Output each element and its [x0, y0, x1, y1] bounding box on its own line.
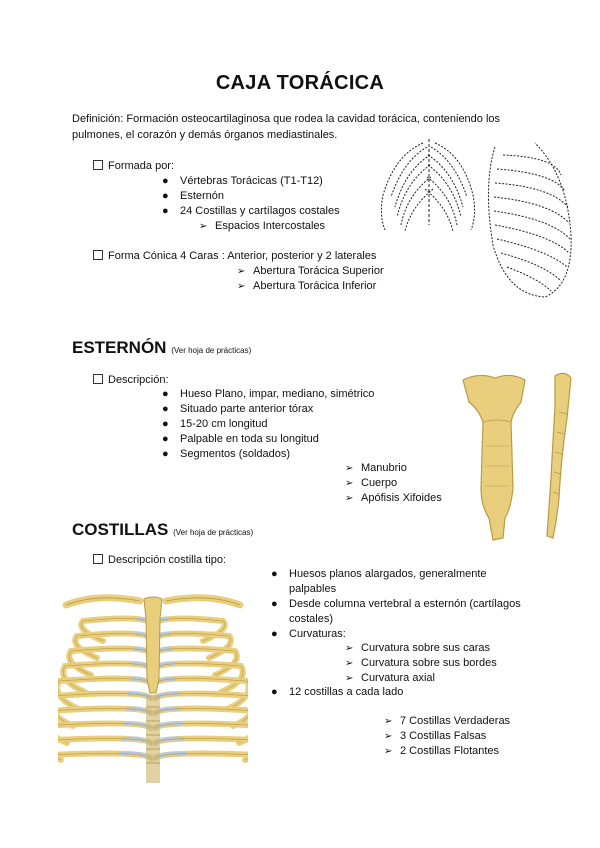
forma-item — [93, 249, 376, 264]
section-title: ESTERNÓN — [72, 338, 167, 357]
bullet-icon: ● — [271, 686, 278, 698]
bullet-icon: ● — [271, 568, 278, 580]
rib-cage-sketch-front-image — [375, 135, 580, 300]
bullet-icon: ● — [162, 205, 169, 217]
costillas-count-item — [271, 685, 403, 700]
desc-label: Descripción: — [108, 374, 169, 386]
bullet-icon: ● — [162, 418, 169, 430]
esternon-heading — [72, 338, 251, 358]
rib-outline-shape — [58, 738, 151, 777]
list-item: 3 Costillas Falsas — [400, 730, 487, 742]
rib-shape — [58, 738, 151, 777]
section-note: (Ver hoja de prácticas) — [173, 528, 254, 537]
arrow-icon: ➢ — [384, 746, 393, 757]
bullet-icon: ● — [162, 388, 169, 400]
list-item: Abertura Torácica Superior — [253, 265, 384, 277]
rib-outline-shape — [155, 753, 248, 785]
bullet-icon: ● — [162, 448, 169, 460]
arrow-icon: ➢ — [384, 716, 393, 727]
list-item: Curvatura sobre sus caras — [361, 642, 490, 654]
arrow-icon: ➢ — [345, 643, 354, 654]
sub-item — [199, 219, 325, 234]
section-title: COSTILLAS — [72, 520, 169, 539]
list-item: Desde columna vertebral a esternón (cartílagos — [289, 598, 521, 610]
costillas-desc-item — [93, 553, 226, 568]
list-item: Espacios Intercostales — [215, 220, 326, 232]
bullet-icon: ● — [271, 628, 278, 640]
rib-cage-illustration-image — [58, 575, 248, 785]
esternon-bullet-list — [162, 387, 374, 462]
list-item: Manubrio — [361, 462, 407, 474]
arrow-icon: ➢ — [345, 478, 354, 489]
desc-label: Descripción costilla tipo: — [108, 554, 226, 566]
list-item: Abertura Torácica Inferior — [253, 280, 377, 292]
arrow-icon: ➢ — [345, 673, 354, 684]
arrow-icon: ➢ — [345, 658, 354, 669]
checkbox-icon — [93, 160, 103, 170]
bullet-icon: ● — [162, 403, 169, 415]
list-item: Apófisis Xifoides — [361, 492, 442, 504]
list-item: Situado parte anterior tórax — [180, 403, 314, 415]
checkbox-icon — [93, 554, 103, 564]
arrow-icon: ➢ — [384, 731, 393, 742]
arrow-icon: ➢ — [345, 493, 354, 504]
list-item: Huesos planos alargados, generalmente — [289, 568, 487, 580]
esternon-desc-item — [93, 373, 169, 388]
list-item: 7 Costillas Verdaderas — [400, 715, 511, 727]
costillas-bullet-list — [271, 567, 521, 642]
list-item-continuation: costales) — [289, 613, 334, 625]
arrow-icon: ➢ — [237, 281, 246, 292]
bullet-icon: ● — [271, 598, 278, 610]
rib-shape — [58, 753, 151, 785]
list-item: Segmentos (soldados) — [180, 448, 291, 460]
list-item-continuation: palpables — [289, 583, 337, 595]
list-item: Curvaturas: — [289, 628, 346, 640]
bullet-icon: ● — [162, 433, 169, 445]
esternon-segments-list — [345, 461, 442, 506]
checkbox-icon — [93, 250, 103, 260]
sternum-illustration-image — [455, 368, 585, 546]
page-title: CAJA TORÁCICA — [215, 72, 385, 94]
list-item: 12 costillas a cada lado — [289, 686, 404, 698]
curvaturas-list — [345, 641, 497, 686]
formada-label: Formada por: — [108, 160, 175, 172]
list-item: 2 Costillas Flotantes — [400, 745, 500, 757]
arrow-icon: ➢ — [345, 463, 354, 474]
bullet-icon: ● — [162, 190, 169, 202]
definition-text: Definición: Formación osteocartilaginosa que rodea la cavidad torácica, conteniendo los pulmones, el corazón y demás órganos mediastinales. — [72, 113, 501, 141]
list-item: Curvatura axial — [361, 672, 435, 684]
forma-label: Forma Cónica 4 Caras : Anterior, posterior y 2 laterales — [108, 250, 377, 262]
arrow-icon: ➢ — [237, 266, 246, 277]
bullet-icon: ● — [162, 175, 169, 187]
list-item: Curvatura sobre sus bordes — [361, 657, 497, 669]
list-item: 15-20 cm longitud — [180, 418, 268, 430]
list-item: 24 Costillas y cartílagos costales — [180, 205, 340, 217]
rib-shape — [155, 738, 248, 777]
rib-outline-shape — [58, 753, 151, 785]
aberturas-list — [237, 264, 384, 294]
list-item: Hueso Plano, impar, mediano, simétrico — [180, 388, 375, 400]
section-note: (Ver hoja de prácticas) — [171, 346, 252, 355]
rib-outline-shape — [155, 738, 248, 777]
formada-bullet-list — [162, 174, 340, 219]
list-item: Palpable en toda su longitud — [180, 433, 319, 445]
rib-shape — [155, 753, 248, 785]
arrow-icon: ➢ — [199, 221, 208, 232]
checkbox-icon — [93, 374, 103, 384]
formada-item — [93, 159, 174, 174]
list-item: Esternón — [180, 190, 225, 202]
list-item: Cuerpo — [361, 477, 398, 489]
list-item: Vértebras Torácicas (T1-T12) — [180, 175, 323, 187]
costillas-tipos-list — [384, 714, 510, 759]
costillas-heading — [72, 520, 253, 540]
